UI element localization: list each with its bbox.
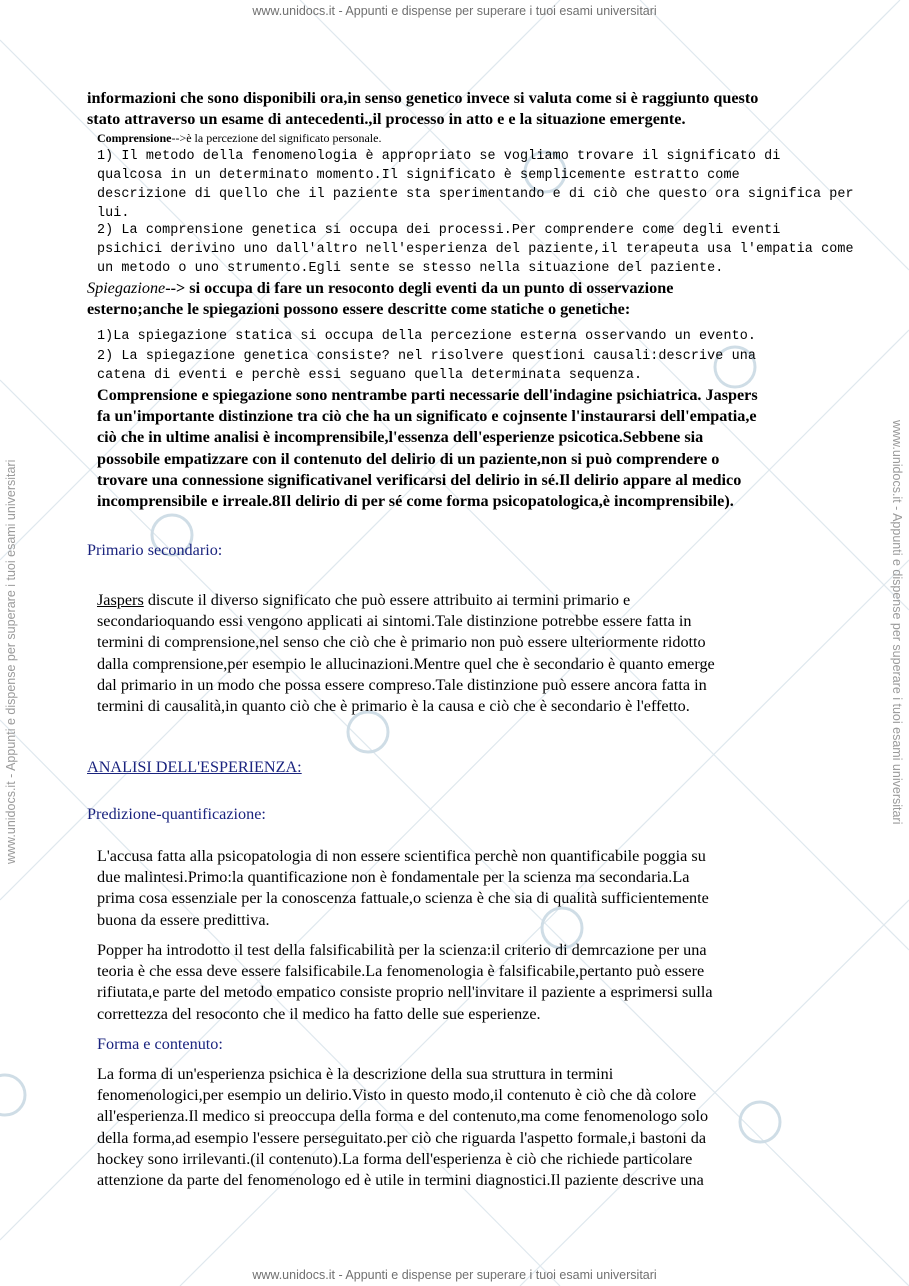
watermark-side-left: www.unidocs.it - Appunti e dispense per superare i tuoi esami universitari	[4, 459, 18, 864]
text-line: 1)La spiegazione statica si occupa della percezione esterna osservando un evento.	[97, 329, 756, 344]
primario-paragraph	[97, 590, 715, 717]
text-line: due malintesi.Primo:la quantificazione non è fondamentale per la scienza ma secondaria.La	[97, 868, 690, 887]
text-line: 2) La spiegazione genetica consiste? nel risolvere questioni causali:descrive una	[97, 349, 756, 364]
comprensione-point-1	[97, 148, 854, 224]
text-line: stato attraverso un esame di antecedenti.,il processo in atto e e la situazione emergente.	[87, 110, 686, 129]
forma-paragraph	[97, 1064, 708, 1191]
text-line: dal primario in un modo che possa essere compreso.Tale distinzione può essere ancora fatta in	[97, 675, 707, 694]
primario-heading: Primario secondario:	[87, 541, 223, 559]
comprensione-point-2	[97, 222, 854, 279]
text-line: teoria è che essa deve essere falsificabile.La fenomenologia è falsificabile,pertanto può essere	[97, 962, 705, 981]
comprensione-def-text: -->è la percezione del significato personale.	[171, 131, 382, 145]
text-line: catena di eventi e perchè essi seguano quella determinata sequenza.	[97, 367, 643, 383]
text-line: psichici derivino uno dall'altro nell'esperienza del paziente,il terapeuta usa l'empatia come	[97, 241, 854, 257]
text-line: La forma di un'esperienza psichica è la descrizione della sua struttura in termini	[97, 1065, 614, 1083]
text-line: rifiutata,e parte del metodo empatico consiste proprio nell'invitare il paziente a esprimersi sulla	[97, 983, 713, 1002]
watermark-header: www.unidocs.it - Appunti e dispense per superare i tuoi esami universitari	[252, 4, 657, 18]
text-line: termini di comprensione,nel senso che ciò che è primario non può essere ulteriormente ridotto	[97, 633, 706, 652]
text-line: fa un'importante distinzione tra ciò che ha un significato e cojnsente l'instaurarsi dell'empatia,e	[97, 407, 757, 426]
text-line: all'esperienza.Il medico si preoccupa della forma e del contenuto,ma come fenomenologo solo	[97, 1107, 709, 1126]
text-line: hockey sono irrilevanti.(il contenuto).La forma dell'esperienza è ciò che richiede particolare	[97, 1149, 693, 1168]
text-line: un metodo o uno strumento.Egli sente se stesso nella situazione del paziente.	[97, 260, 724, 276]
text-line: incomprensibile e irreale.8Il delirio di per sé come forma psicopatologica,è incomprensibile).	[97, 492, 734, 511]
spiegazione-point-2	[97, 348, 756, 386]
comprensione-term: Comprensione	[97, 131, 172, 145]
primario-first-line: discute il diverso significato che può essere attribuito ai termini primario e	[143, 591, 631, 609]
text-line: qualcosa in un determinato momento.Il significato è semplicemente estratto come	[97, 167, 740, 183]
predizione-paragraph-2	[97, 940, 713, 1025]
text-line: ciò che in ultime analisi è incomprensibile,l'essenza dell'esperienze psicotica.Sebbene sia	[97, 428, 704, 447]
text-line: fenomenologici,per esempio un delirio.Visto in questo modo,il contenuto è ciò che dà colore	[97, 1086, 697, 1105]
text-line: 2) La comprensione genetica si occupa dei processi.Per comprendere come degli eventi	[97, 223, 781, 238]
text-line: buona da essere predittiva.	[97, 910, 270, 929]
spiegazione-arrow: -->	[165, 279, 186, 297]
analisi-heading: ANALISI DELL'ESPERIENZA:	[87, 758, 302, 776]
comprensione-definition	[97, 130, 381, 146]
predizione-paragraph-1	[97, 846, 709, 931]
jaspers-name: Jaspers	[97, 591, 144, 609]
text-line: L'accusa fatta alla psicopatologia di non essere scientifica perchè non quantificabile poggia su	[97, 847, 706, 865]
text-line: prima cosa essenziale per la conoscenza fattuale,o scienza è che sia di qualità sufficientemente	[97, 889, 709, 908]
text-line: termini di causalità,in quanto ciò che è primario è la causa e ciò che è secondario è l'effetto.	[97, 697, 690, 716]
forma-heading: Forma e contenuto:	[97, 1035, 223, 1053]
spiegazione-term: Spiegazione	[87, 279, 166, 297]
text-line: trovare una connessione significativanel verificarsi del delirio in sé.Il delirio appare al medico	[97, 470, 742, 489]
text-line	[97, 590, 715, 611]
text-line: correttezza del resoconto che il medico ha fatto delle sue esperienze.	[97, 1004, 541, 1023]
watermark-side-right: www.unidocs.it - Appunti e dispense per superare i tuoi esami universitari	[890, 420, 904, 825]
spiegazione-point-1	[97, 328, 756, 347]
text-line	[87, 278, 673, 299]
text-line: della forma,ad esempio l'essere perseguitato.per ciò che riguarda l'aspetto formale,i bastoni da	[97, 1128, 707, 1147]
watermark-footer: www.unidocs.it - Appunti e dispense per superare i tuoi esami universitari	[252, 1268, 657, 1282]
spiegazione-def-line1: si occupa di fare un resoconto degli eventi da un punto di osservazione	[185, 279, 674, 297]
text-line: attenzione da parte del fenomenologo ed è utile in termini diagnostici.Il paziente descrive una	[97, 1171, 704, 1190]
jaspers-paragraph	[97, 385, 758, 512]
text-line: Popper ha introdotto il test della falsificabilità per la scienza:il criterio di demrcazione per una	[97, 941, 707, 959]
text-line: 1) Il metodo della fenomenologia è appropriato se vogliamo trovare il significato di	[97, 149, 781, 164]
text-line: descrizione di quello che il paziente sta sperimentando e di ciò che questo ora significa per	[97, 186, 854, 202]
text-line: Comprensione e spiegazione sono nentrambe parti necessarie dell'indagine psichiatrica. Jaspers	[97, 386, 758, 404]
text-line: lui.	[97, 205, 130, 221]
text-line: esterno;anche le spiegazioni possono essere descritte come statiche o genetiche:	[87, 300, 631, 319]
spiegazione-definition	[87, 278, 673, 320]
text-line: possobile empatizzare con il contenuto del delirio di un paziente,non si può comprendere o	[97, 449, 720, 468]
text-line: dalla comprensione,per esempio le allucinazioni.Mentre quel che è secondario è quanto emerge	[97, 654, 715, 673]
intro-paragraph	[87, 88, 758, 130]
text-line: informazioni che sono disponibili ora,in senso genetico invece si valuta come si è raggiunto questo	[87, 89, 759, 107]
text-line: secondarioquando essi vengono applicati ai sintomi.Tale distinzione potrebbe essere fatta in	[97, 612, 692, 631]
predizione-heading: Predizione-quantificazione:	[87, 805, 266, 823]
